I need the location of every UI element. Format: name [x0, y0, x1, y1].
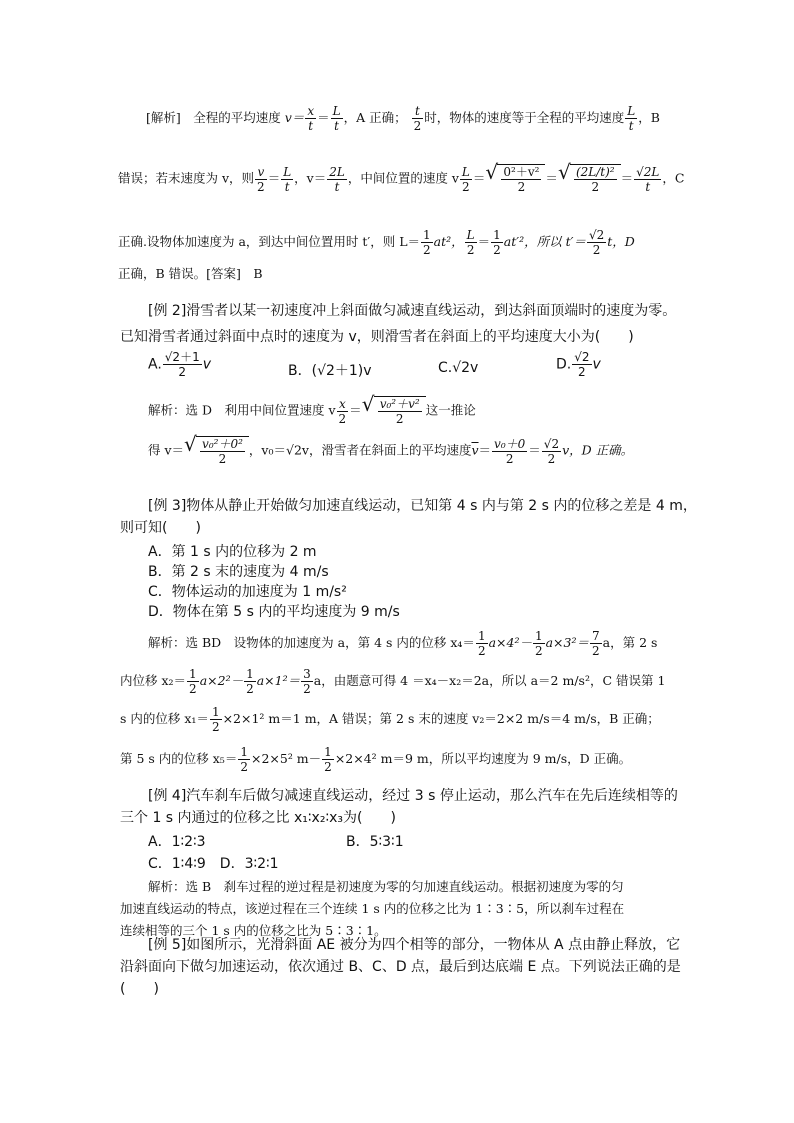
- analysis-line-3: 正确.设物体加速度为 a，到达中间位置用时 t′，则 L＝ $\frac{1}{2}$ at²， $\frac{L}{2}$ ＝ $\frac{1}{2}$ at′²，所以 t′＝ $\frac{√2}{2}$ t，D: [118, 228, 635, 257]
- example-2-solution-line-1: 解析：选 D 利用中间位置速度 v $\frac{x}{2}$ ＝ √ $\frac{\text{v₀²＋v²}}{2}$ 这一推论: [148, 392, 476, 426]
- example-4-options-c-d: C．1∶4∶9 D．3∶2∶1: [148, 856, 279, 872]
- example-5-question-line-3: ( ): [120, 981, 159, 997]
- example-4-question-line-2: 三个 1 s 内通过的位移之比 x₁∶x₂∶x₃为( ): [120, 810, 396, 826]
- example-4-option-a: A．1∶2∶3: [148, 834, 206, 850]
- example-3-solution-line-1: 解析：选 BD 设物体的加速度为 a，第 4 s 内的位移 x₄＝ $\frac{1}{2}$ a×4²－ $\frac{1}{2}$ a×3²＝ $\frac{7}{2}$ a，第 2 s: [148, 629, 658, 658]
- example-3-option-a: A．第 1 s 内的位移为 2 m: [148, 544, 317, 560]
- example-3-question-line-1: [例 3]物体从静止开始做匀加速直线运动，已知第 4 s 内与第 2 s 内的位移之差是 4 m，: [148, 498, 697, 514]
- example-5-question-line-2: 沿斜面向下做匀加速运动，依次通过 B、C、D 点，最后到达底端 E 点。下列说法正确的是: [120, 959, 681, 975]
- example-4-solution-line-1: 解析：选 B 刹车过程的逆过程是初速度为零的匀加速直线运动。根据初速度为零的匀: [148, 879, 624, 894]
- example-2-option-a: A. $\frac{√2+1}{2}$ v: [148, 350, 211, 379]
- example-2-option-c: C.√2v: [438, 360, 479, 376]
- example-3-option-c: C．物体运动的加速度为 1 m/s²: [148, 584, 347, 600]
- example-3-question-line-2: 则可知( ): [120, 520, 201, 536]
- example-4-solution-line-3: 连续相等的三个 1 s 内的位移之比为 5∶3∶1。: [120, 923, 387, 938]
- example-4-question-line-1: [例 4]汽车刹车后做匀减速直线运动，经过 3 s 停止运动，那么汽车在先后连续相等的: [148, 788, 678, 804]
- example-3-solution-line-2: 内位移 x₂＝ $\frac{1}{2}$ a×2²－ $\frac{1}{2}$ a×1²＝ $\frac{3}{2}$ a，由题意可得 4 ＝x₄－x₂＝2a，所以 a＝2 m/s²，C 错误第 1: [120, 667, 666, 696]
- analysis-line-2: 错误；若末速度为 v，则 $\frac{v}{2}$ ＝ $\frac{L}{t}$ ，v＝ $\frac{2L}{t}$ ，中间位置的速度 v $\frac{L}{2}$ ＝ √ $\frac{\text{0²＋v²}}{2}$ ＝ √ $\frac{\text{(2L/t)²}}{2}$ ＝ $\frac{√2L}{t}$ ，C: [118, 160, 685, 194]
- example-2-question-line-1: [例 2]滑雪者以某一初速度冲上斜面做匀减速直线运动，到达斜面顶端时的速度为零。: [148, 303, 677, 319]
- analysis-line-1: [解析] 全程的平均速度 v＝ $\frac{x}{t}$ ＝ $\frac{L}{t}$ ，A 正确； $\frac{t}{2}$ 时，物体的速度等于全程的平均速度 $\frac{L}{t}$ ，B: [146, 104, 660, 133]
- example-2-question-line-2: 已知滑雪者通过斜面中点时的速度为 v，则滑雪者在斜面上的平均速度大小为( ): [120, 329, 634, 345]
- analysis-line-4: 正确，B 错误。[答案] B: [118, 266, 263, 281]
- example-4-solution-line-2: 加速直线运动的特点，该逆过程在三个连续 1 s 内的位移之比为 1∶3∶5，所以刹车过程在: [120, 901, 625, 916]
- example-3-solution-line-4: 第 5 s 内的位移 x₅＝ $\frac{1}{2}$ ×2×5² m－ $\frac{1}{2}$ ×2×4² m＝9 m，所以平均速度为 9 m/s，D 正确。: [120, 745, 632, 774]
- example-3-option-d: D．物体在第 5 s 内的平均速度为 9 m/s: [148, 604, 400, 620]
- example-5-question-line-1: [例 5]如图所示，光滑斜面 AE 被分为四个相等的部分，一物体从 A 点由静止释放，它: [148, 937, 681, 953]
- example-4-option-b: B．5∶3∶1: [346, 834, 404, 850]
- example-2-option-b: B．(√2＋1)v: [288, 363, 372, 379]
- example-3-option-b: B．第 2 s 末的速度为 4 m/s: [148, 564, 329, 580]
- example-2-solution-line-2: 得 v＝ √ $\frac{\text{v₀²＋0²}}{2}$ ，v₀＝√2v，滑雪者在斜面上的平均速度$\overline{v}=$ $\frac{\text{v₀＋0}}{2}$ ＝ $\frac{√2}{2}$ v，D 正确。: [148, 432, 634, 466]
- example-3-solution-line-3: s 内的位移 x₁＝ $\frac{1}{2}$ ×2×1² m＝1 m，A 错误；第 2 s 末的速度 v₂＝2×2 m/s＝4 m/s，B 正确；: [120, 705, 660, 734]
- example-2-option-d: D. $\frac{√2}{2}$ v: [556, 350, 601, 379]
